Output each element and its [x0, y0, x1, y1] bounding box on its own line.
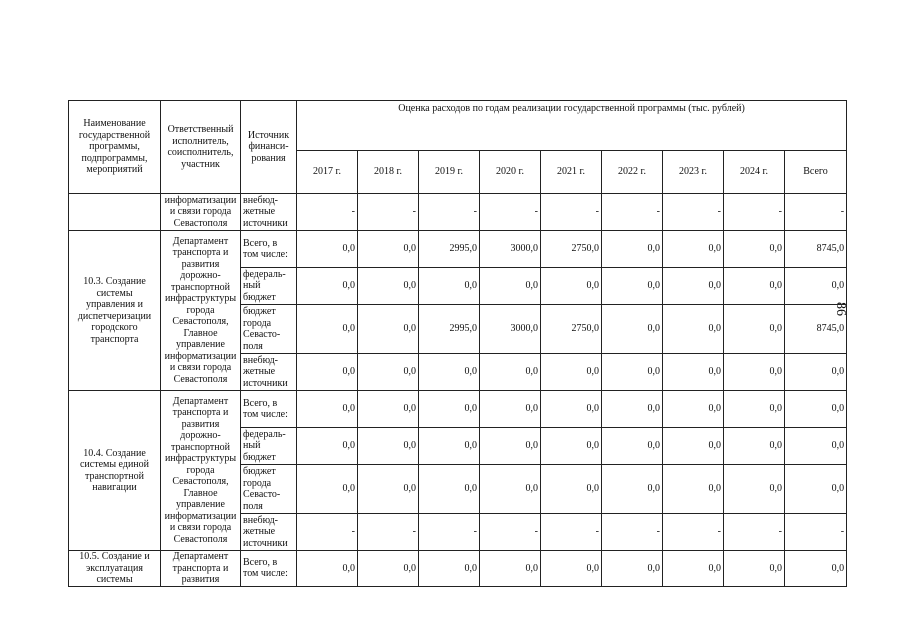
value-cell: -: [541, 194, 602, 231]
value-cell: 0,0: [358, 428, 419, 465]
value-cell: 0,0: [419, 354, 480, 391]
value-cell: 0,0: [419, 428, 480, 465]
table-row: [69, 231, 847, 268]
value-cell: 0,0: [663, 391, 724, 428]
table-row: [69, 391, 847, 428]
value-cell: 0,0: [541, 391, 602, 428]
value-cell: 2750,0: [541, 231, 602, 268]
value-cell: 0,0: [297, 551, 358, 587]
value-cell: 0,0: [480, 428, 541, 465]
value-cell: 3000,0: [480, 231, 541, 268]
executor-cell: информатизации и связи города Севастополя: [161, 194, 241, 231]
value-cell: 8745,0: [785, 305, 847, 354]
header-year: 2022 г.: [602, 151, 663, 194]
value-cell: 0,0: [419, 268, 480, 305]
value-cell: -: [724, 514, 785, 551]
measure-name: 10.3. Создание системы управления и диспетчеризации городского транспорта: [69, 231, 161, 391]
value-cell: 0,0: [724, 268, 785, 305]
table-row: [69, 551, 847, 587]
value-cell: 0,0: [419, 391, 480, 428]
value-cell: 3000,0: [480, 305, 541, 354]
value-cell: 0,0: [785, 551, 847, 587]
measure-name: 10.5. Создание и эксплуатация системы: [69, 551, 161, 587]
executor-cell: Департамент транспорта и развития: [161, 551, 241, 587]
header-executor: Ответственный исполнитель, соисполнитель, участник: [161, 101, 241, 194]
value-cell: 0,0: [602, 231, 663, 268]
value-cell: -: [663, 514, 724, 551]
executor-cell: Департамент транспорта и развития дорожно-транспортной инфраструктуры города Севастополя, Главное управление информатизации и связи города Севастополя: [161, 231, 241, 391]
funding-source: внебюд-жетные источники: [241, 194, 297, 231]
value-cell: -: [358, 194, 419, 231]
header-year: 2020 г.: [480, 151, 541, 194]
value-cell: 0,0: [419, 465, 480, 514]
value-cell: 0,0: [419, 551, 480, 587]
value-cell: 0,0: [602, 551, 663, 587]
measure-name: [69, 194, 161, 231]
value-cell: 0,0: [541, 428, 602, 465]
budget-table: [68, 100, 847, 587]
value-cell: -: [297, 514, 358, 551]
value-cell: 0,0: [297, 391, 358, 428]
value-cell: -: [541, 514, 602, 551]
value-cell: 0,0: [663, 268, 724, 305]
value-cell: 0,0: [602, 305, 663, 354]
header-estimate: Оценка расходов по годам реализации государственной программы (тыс. рублей): [297, 101, 847, 151]
value-cell: 0,0: [785, 391, 847, 428]
value-cell: 0,0: [480, 391, 541, 428]
funding-source: бюджет города Севасто-поля: [241, 465, 297, 514]
header-year: Всего: [785, 151, 847, 194]
value-cell: -: [480, 514, 541, 551]
funding-source: Всего, в том числе:: [241, 391, 297, 428]
value-cell: 0,0: [663, 465, 724, 514]
value-cell: 0,0: [480, 465, 541, 514]
value-cell: 0,0: [358, 551, 419, 587]
value-cell: 0,0: [602, 268, 663, 305]
value-cell: 0,0: [297, 354, 358, 391]
value-cell: -: [785, 194, 847, 231]
value-cell: 0,0: [724, 551, 785, 587]
header-name: Наименование государственной программы, подпрограммы, мероприятий: [69, 101, 161, 194]
value-cell: 0,0: [541, 354, 602, 391]
value-cell: 0,0: [724, 305, 785, 354]
value-cell: 0,0: [724, 231, 785, 268]
funding-source: Всего, в том числе:: [241, 551, 297, 587]
value-cell: 0,0: [358, 305, 419, 354]
executor-cell: Департамент транспорта и развития дорожно-транспортной инфраструктуры города Севастополя, Главное управление информатизации и связи города Севастополя: [161, 391, 241, 551]
value-cell: 0,0: [297, 465, 358, 514]
value-cell: -: [785, 514, 847, 551]
value-cell: 0,0: [480, 551, 541, 587]
page-number: 86: [833, 302, 848, 316]
value-cell: -: [602, 514, 663, 551]
value-cell: 0,0: [663, 354, 724, 391]
value-cell: 2995,0: [419, 305, 480, 354]
value-cell: 0,0: [602, 465, 663, 514]
funding-source: федераль-ный бюджет: [241, 268, 297, 305]
value-cell: 0,0: [297, 428, 358, 465]
value-cell: -: [602, 194, 663, 231]
value-cell: -: [297, 194, 358, 231]
value-cell: 0,0: [541, 268, 602, 305]
value-cell: -: [419, 194, 480, 231]
header-year: 2021 г.: [541, 151, 602, 194]
value-cell: 0,0: [541, 551, 602, 587]
header-year: 2018 г.: [358, 151, 419, 194]
value-cell: 0,0: [602, 428, 663, 465]
value-cell: -: [419, 514, 480, 551]
measure-name: 10.4. Создание системы единой транспортной навигации: [69, 391, 161, 551]
header-year: 2019 г.: [419, 151, 480, 194]
funding-source: бюджет города Севасто-поля: [241, 305, 297, 354]
value-cell: 0,0: [358, 354, 419, 391]
value-cell: 0,0: [724, 465, 785, 514]
value-cell: -: [480, 194, 541, 231]
value-cell: 0,0: [358, 231, 419, 268]
value-cell: 0,0: [480, 354, 541, 391]
value-cell: 0,0: [358, 391, 419, 428]
value-cell: 0,0: [724, 354, 785, 391]
value-cell: 0,0: [358, 268, 419, 305]
header-source: Источник финанси-рования: [241, 101, 297, 194]
value-cell: 2995,0: [419, 231, 480, 268]
value-cell: 0,0: [358, 465, 419, 514]
funding-source: федераль-ный бюджет: [241, 428, 297, 465]
value-cell: 0,0: [541, 465, 602, 514]
value-cell: 0,0: [785, 428, 847, 465]
value-cell: 0,0: [602, 391, 663, 428]
funding-source: внебюд-жетные источники: [241, 354, 297, 391]
value-cell: 2750,0: [541, 305, 602, 354]
value-cell: -: [358, 514, 419, 551]
value-cell: 0,0: [297, 305, 358, 354]
value-cell: 0,0: [663, 305, 724, 354]
table-row: [69, 194, 847, 231]
value-cell: 0,0: [785, 354, 847, 391]
value-cell: 0,0: [785, 465, 847, 514]
value-cell: 0,0: [297, 231, 358, 268]
value-cell: 0,0: [480, 268, 541, 305]
value-cell: 0,0: [724, 391, 785, 428]
value-cell: 8745,0: [785, 231, 847, 268]
funding-source: внебюд-жетные источники: [241, 514, 297, 551]
value-cell: 0,0: [297, 268, 358, 305]
value-cell: -: [724, 194, 785, 231]
header-year: 2017 г.: [297, 151, 358, 194]
funding-source: Всего, в том числе:: [241, 231, 297, 268]
value-cell: -: [663, 194, 724, 231]
value-cell: 0,0: [602, 354, 663, 391]
value-cell: 0,0: [663, 428, 724, 465]
value-cell: 0,0: [663, 231, 724, 268]
value-cell: 0,0: [785, 268, 847, 305]
value-cell: 0,0: [663, 551, 724, 587]
header-year: 2023 г.: [663, 151, 724, 194]
header-year: 2024 г.: [724, 151, 785, 194]
value-cell: 0,0: [724, 428, 785, 465]
